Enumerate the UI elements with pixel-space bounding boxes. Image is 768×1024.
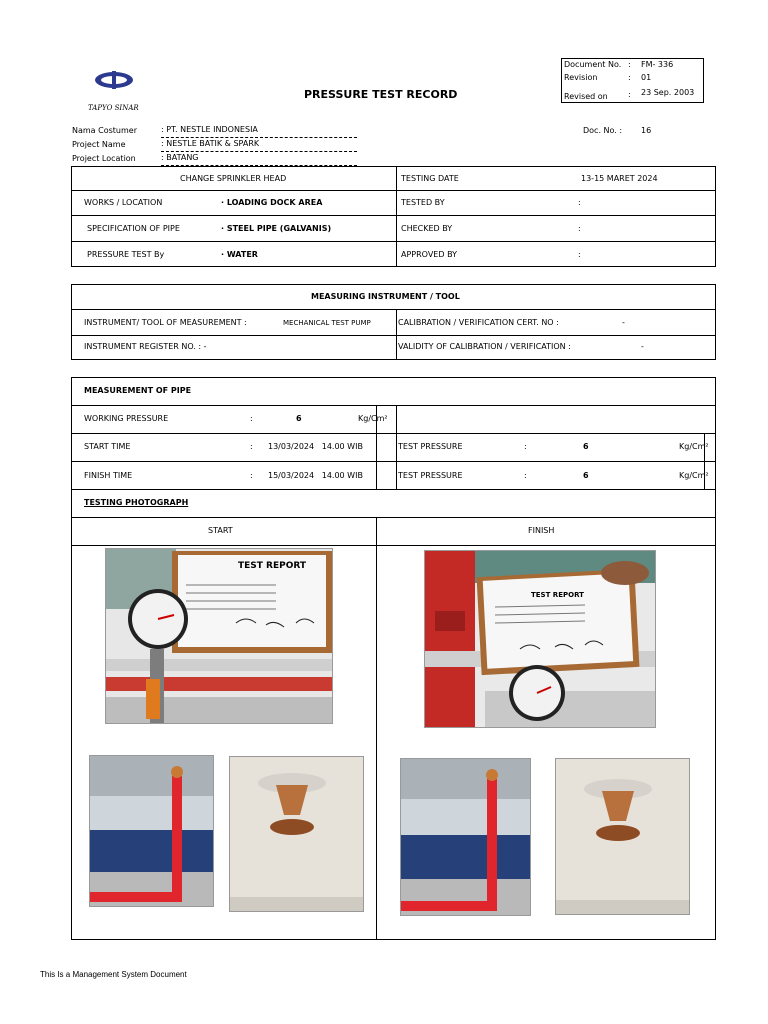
tool-label: INSTRUMENT/ TOOL OF MEASUREMENT : [84, 318, 247, 327]
photo-section-title: TESTING PHOTOGRAPH [84, 498, 189, 507]
test-pressure-label: TEST PRESSURE [398, 442, 463, 451]
colon: : [578, 250, 581, 259]
testing-date-label: TESTING DATE [401, 174, 459, 183]
unit-label: Kg/Cm² [679, 471, 709, 480]
work-title: CHANGE SPRINKLER HEAD [180, 174, 287, 183]
colon: : [250, 471, 253, 480]
document-no-label: Document No. [564, 60, 622, 69]
divider [161, 151, 357, 152]
validity-value: - [641, 342, 644, 351]
report-heading: TEST REPORT [531, 591, 584, 599]
checked-by-label: CHECKED BY [401, 224, 453, 233]
customer-label: Nama Costumer [72, 126, 137, 135]
test-pressure-value: 6 [583, 442, 589, 451]
colon: : [250, 442, 253, 451]
test-pressure-label: TEST PRESSURE [398, 471, 463, 480]
customer-value: : PT. NESTLE INDONESIA [161, 125, 258, 134]
working-pressure-label: WORKING PRESSURE [84, 414, 169, 423]
colon: : [628, 73, 631, 82]
company-logo [93, 70, 135, 92]
start-sprinkler-photo [229, 756, 364, 912]
colon: : [524, 471, 527, 480]
document-no-value: FM- 336 [641, 60, 674, 69]
register-label: INSTRUMENT REGISTER NO. : - [84, 342, 207, 351]
finish-gauge-photo [424, 550, 656, 728]
project-value: : NESTLE BATIK & SPARK [161, 139, 260, 148]
revision-label: Revision [564, 73, 598, 82]
revision-value: 01 [641, 73, 652, 82]
finish-sprinkler-photo [555, 758, 690, 915]
colon: : [250, 414, 253, 423]
spec-value: · STEEL PIPE (GALVANIS) [221, 224, 332, 233]
colon: : [628, 60, 631, 69]
finish-time-value: 15/03/2024 14.00 WIB [268, 471, 363, 480]
colon: : [628, 90, 631, 99]
start-time-value: 13/03/2024 14.00 WIB [268, 442, 363, 451]
page-title: PRESSURE TEST RECORD [304, 88, 458, 101]
revised-on-value: 23 Sep. 2003 [641, 88, 695, 97]
test-pressure-value: 6 [583, 471, 589, 480]
location-label: Project Location [72, 154, 136, 163]
tool-value: MECHANICAL TEST PUMP [283, 319, 371, 327]
project-label: Project Name [72, 140, 126, 149]
instrument-title: MEASURING INSTRUMENT / TOOL [311, 292, 460, 301]
working-pressure-value: 6 [296, 414, 302, 423]
unit-label: Kg/Cm² [358, 414, 388, 423]
finish-pipe-photo [400, 758, 531, 916]
revised-on-label: Revised on [564, 92, 608, 101]
doc-no-value: 16 [641, 126, 652, 135]
spec-label: SPECIFICATION OF PIPE [87, 224, 180, 233]
start-column-label: START [208, 526, 233, 535]
pressure-test-by-value: · WATER [221, 250, 258, 259]
testing-date-value: 13-15 MARET 2024 [581, 174, 658, 183]
calibration-label: CALIBRATION / VERIFICATION CERT. NO : [398, 318, 559, 327]
divider [161, 137, 357, 138]
calibration-value: - [622, 318, 625, 327]
start-pipe-photo [89, 755, 214, 907]
footer-text: This Is a Management System Document [40, 970, 187, 979]
pressure-test-by-label: PRESSURE TEST By [87, 250, 165, 259]
measurement-title: MEASUREMENT OF PIPE [84, 386, 192, 395]
start-gauge-photo [105, 548, 333, 724]
location-value: : BATANG [161, 153, 199, 162]
tested-by-label: TESTED BY [401, 198, 445, 207]
works-label: WORKS / LOCATION [84, 198, 163, 207]
works-value: · LOADING DOCK AREA [221, 198, 323, 207]
doc-no-label: Doc. No. : [583, 126, 623, 135]
validity-label: VALIDITY OF CALIBRATION / VERIFICATION : [398, 342, 571, 351]
finish-column-label: FINISH [528, 526, 555, 535]
logo-icon [93, 70, 135, 90]
report-heading: TEST REPORT [238, 561, 307, 571]
approved-by-label: APPROVED BY [401, 250, 458, 259]
finish-time-label: FINISH TIME [84, 471, 133, 480]
logo-text: TAPYO SINAR [88, 104, 139, 112]
colon: : [578, 198, 581, 207]
colon: : [524, 442, 527, 451]
start-time-label: START TIME [84, 442, 131, 451]
unit-label: Kg/Cm² [679, 442, 709, 451]
colon: : [578, 224, 581, 233]
